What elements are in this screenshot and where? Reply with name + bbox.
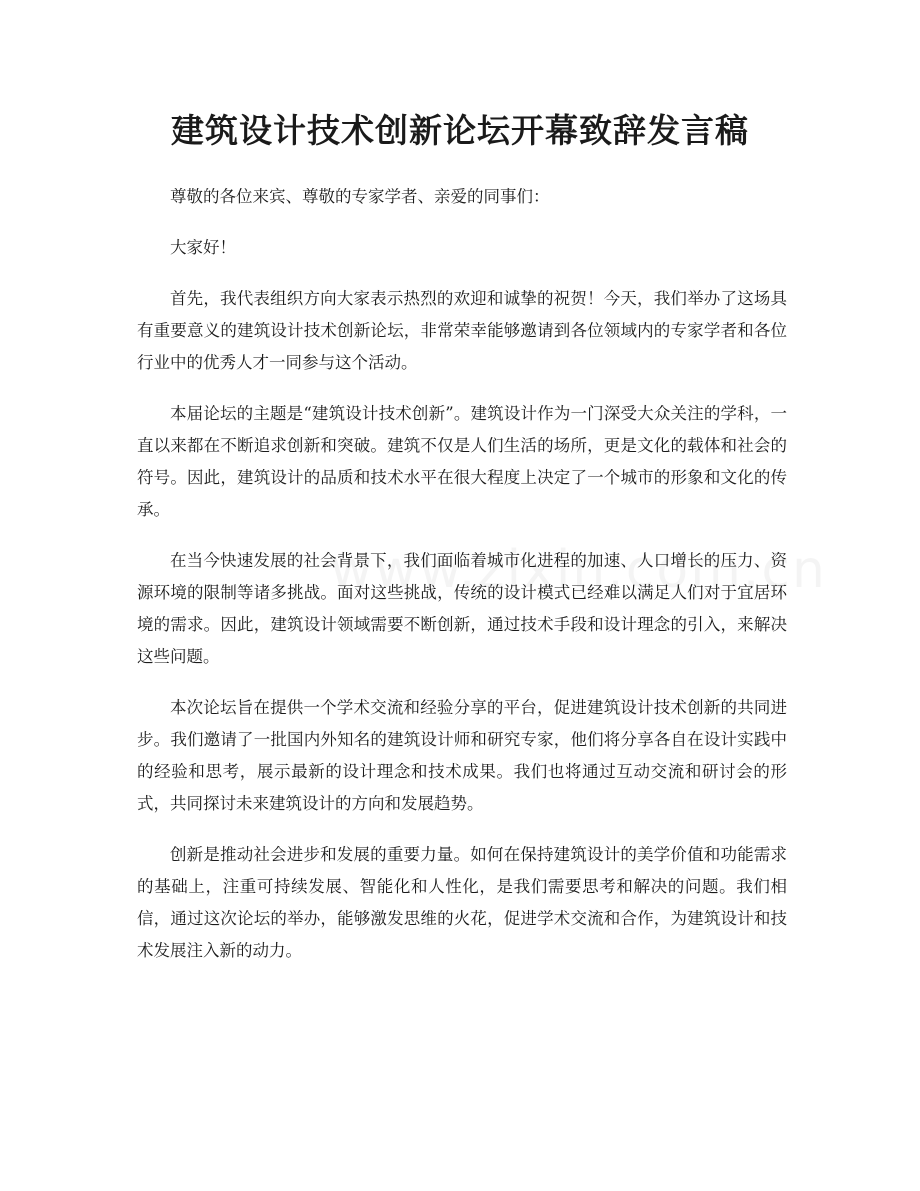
greeting: 大家好！ bbox=[170, 238, 236, 257]
document-body bbox=[137, 181, 787, 986]
paragraph-theme: 本届论坛的主题是“建筑设计技术创新”。建筑设计作为一门深受大众关注的学科，一直以来都在不断追求创新和突破。建筑不仅是人们生活的场所，更是文化的载体和社会的符号。因此，建筑设计的品质和技术水平在很大程度上决定了一个城市的形象和文化的传承。 bbox=[137, 404, 787, 519]
paragraph-challenges: 在当今快速发展的社会背景下，我们面临着城市化进程的加速、人口增长的压力、资源环境的限制等诸多挑战。面对这些挑战，传统的设计模式已经难以满足人们对于宜居环境的需求。因此，建筑设计领域需要不断创新，通过技术手段和设计理念的引入，来解决这些问题。 bbox=[137, 551, 787, 666]
paragraph-welcome: 首先，我代表组织方向大家表示热烈的欢迎和诚挚的祝贺！今天，我们举办了这场具有重要意义的建筑设计技术创新论坛，非常荣幸能够邀请到各位领域内的专家学者和各位行业中的优秀人才一同参与这个活动。 bbox=[137, 289, 787, 372]
paragraph-innovation: 创新是推动社会进步和发展的重要力量。如何在保持建筑设计的美学价值和功能需求的基础上，注重可持续发展、智能化和人性化，是我们需要思考和解决的问题。我们相信，通过这次论坛的举办，能够激发思维的火花，促进学术交流和合作，为建筑设计和技术发展注入新的动力。 bbox=[137, 845, 787, 960]
document-title: 建筑设计技术创新论坛开幕致辞发言稿 bbox=[171, 111, 749, 150]
salutation: 尊敬的各位来宾、尊敬的专家学者、亲爱的同事们： bbox=[170, 187, 550, 206]
paragraph-purpose: 本次论坛旨在提供一个学术交流和经验分享的平台，促进建筑设计技术创新的共同进步。我们邀请了一批国内外知名的建筑设计师和研究专家，他们将分享各自在设计实践中的经验和思考，展示最新的设计理念和技术成果。我们也将通过互动交流和研讨会的形式，共同探讨未来建筑设计的方向和发展趋势。 bbox=[137, 698, 787, 813]
